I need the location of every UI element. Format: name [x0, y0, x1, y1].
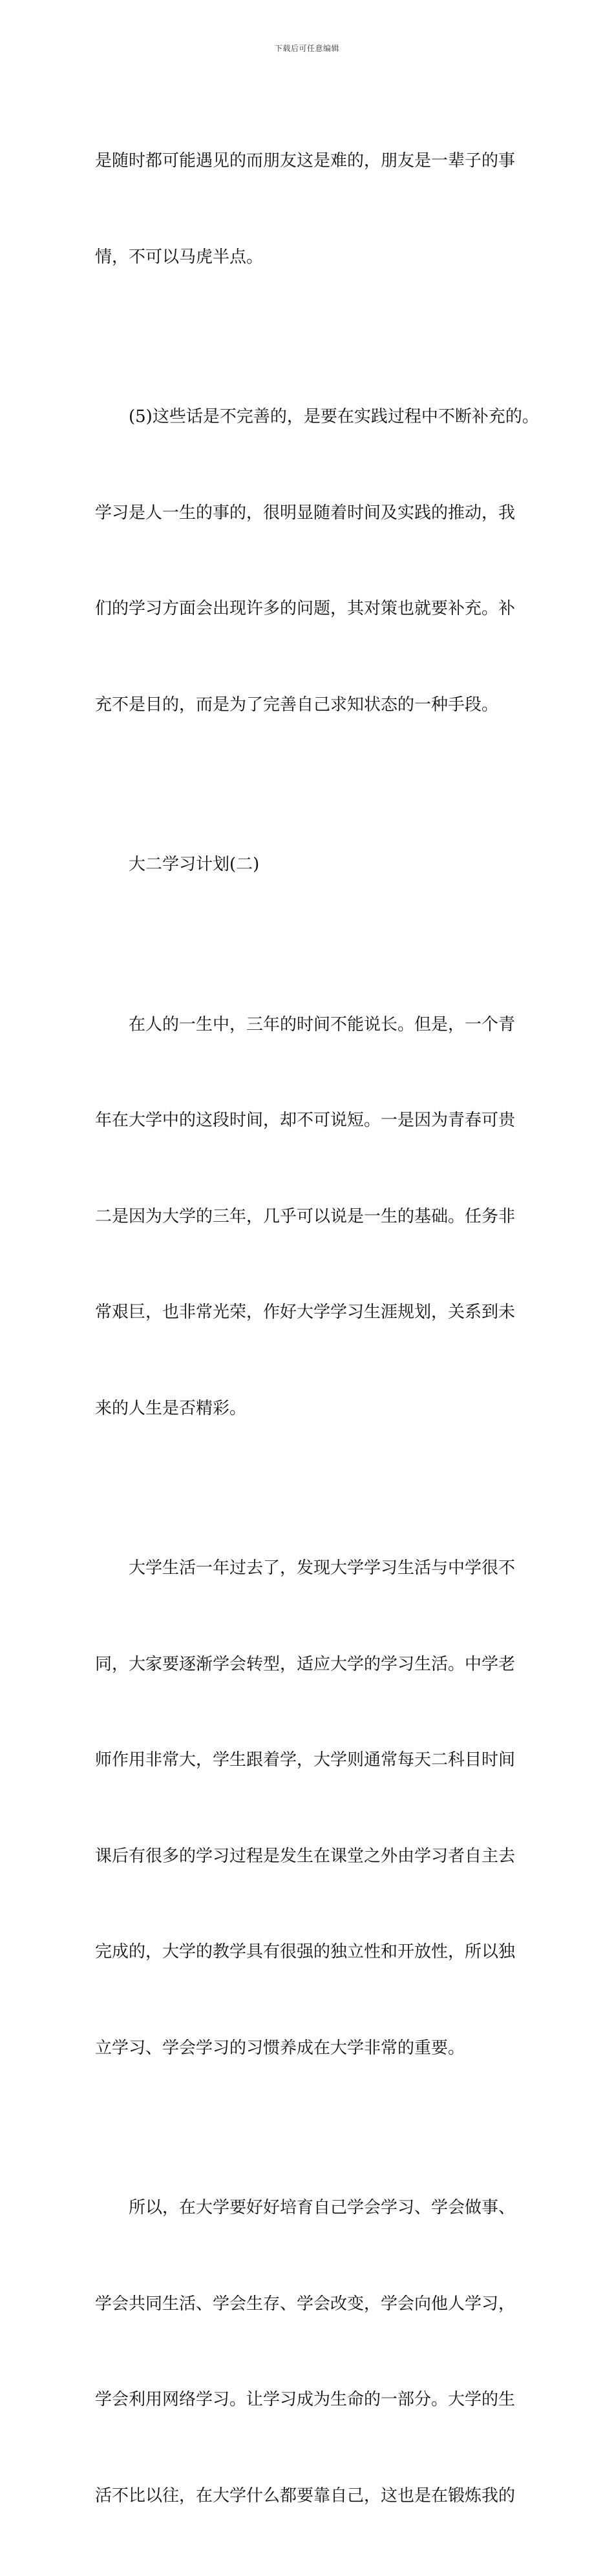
text-line: 二是因为大学的三年，几乎可以说是一生的基础。任务非: [95, 1206, 516, 1226]
page-header: 下载后可任意编辑: [274, 44, 339, 53]
text-line: 们的学习方面会出现许多的问题，其对策也就要补充。补: [95, 599, 516, 618]
text-line: 同，大家要逐渐学会转型，适应大学的学习生活。中学老: [95, 1654, 516, 1674]
text-line: 完成的，大学的教学具有很强的独立性和开放性，所以独: [95, 1942, 516, 1962]
text-line: 学习是人一生的事的，很明显随着时间及实践的推动，我: [95, 503, 516, 523]
text-line: 在人的一生中，三年的时间不能说长。但是，一个青: [129, 1014, 516, 1034]
text-line: 学会共同生活、学会生存、学会改变，学会向他人学习，: [95, 2294, 516, 2314]
text-line: 充不是目的，而是为了完善自己求知状态的一种手段。: [95, 695, 499, 715]
paragraph: [95, 2128, 532, 2576]
text-line: 课后有很多的学习过程是发生在课堂之外由学习者自主去: [95, 1846, 516, 1866]
paragraph: [95, 337, 539, 785]
document-body: [95, 81, 539, 2576]
text-line: 来的人生是否精彩。: [95, 1398, 247, 1418]
section-heading: [95, 785, 532, 945]
section-heading-text: 大二学习计划(二): [129, 855, 260, 874]
text-line: 大学生活一年过去了，发现大学学习生活与中学很不: [129, 1558, 516, 1578]
paragraph: [95, 81, 532, 337]
text-line: 活不比以往，在大学什么都要靠自己，这也是在锻炼我的: [95, 2486, 516, 2506]
paragraph: [95, 1489, 532, 2128]
text-line: 立学习、学会学习的习惯养成在大学非常的重要。: [95, 2038, 465, 2058]
text-line: 常艰巨，也非常光荣，作好大学学习生涯规划，关系到未: [95, 1303, 516, 1322]
paragraph: [95, 945, 532, 1489]
text-line: 所以，在大学要好好培育自己学会学习、学会做事、: [129, 2198, 516, 2217]
text-line: 情，不可以马虎半点。: [95, 247, 264, 267]
text-line: 学会利用网络学习。让学习成为生命的一部分。大学的生: [95, 2390, 516, 2409]
text-line: 师作用非常大，学生跟着学，大学则通常每天二科目时间: [95, 1750, 516, 1770]
text-line: (5)这些话是不完善的，是要在实践过程中不断补充的。: [129, 407, 539, 426]
text-line: 是随时都可能遇见的而朋友这是难的，朋友是一辈子的事: [95, 151, 516, 171]
text-line: 年在大学中的这段时间，却不可说短。一是因为青春可贵: [95, 1111, 516, 1130]
